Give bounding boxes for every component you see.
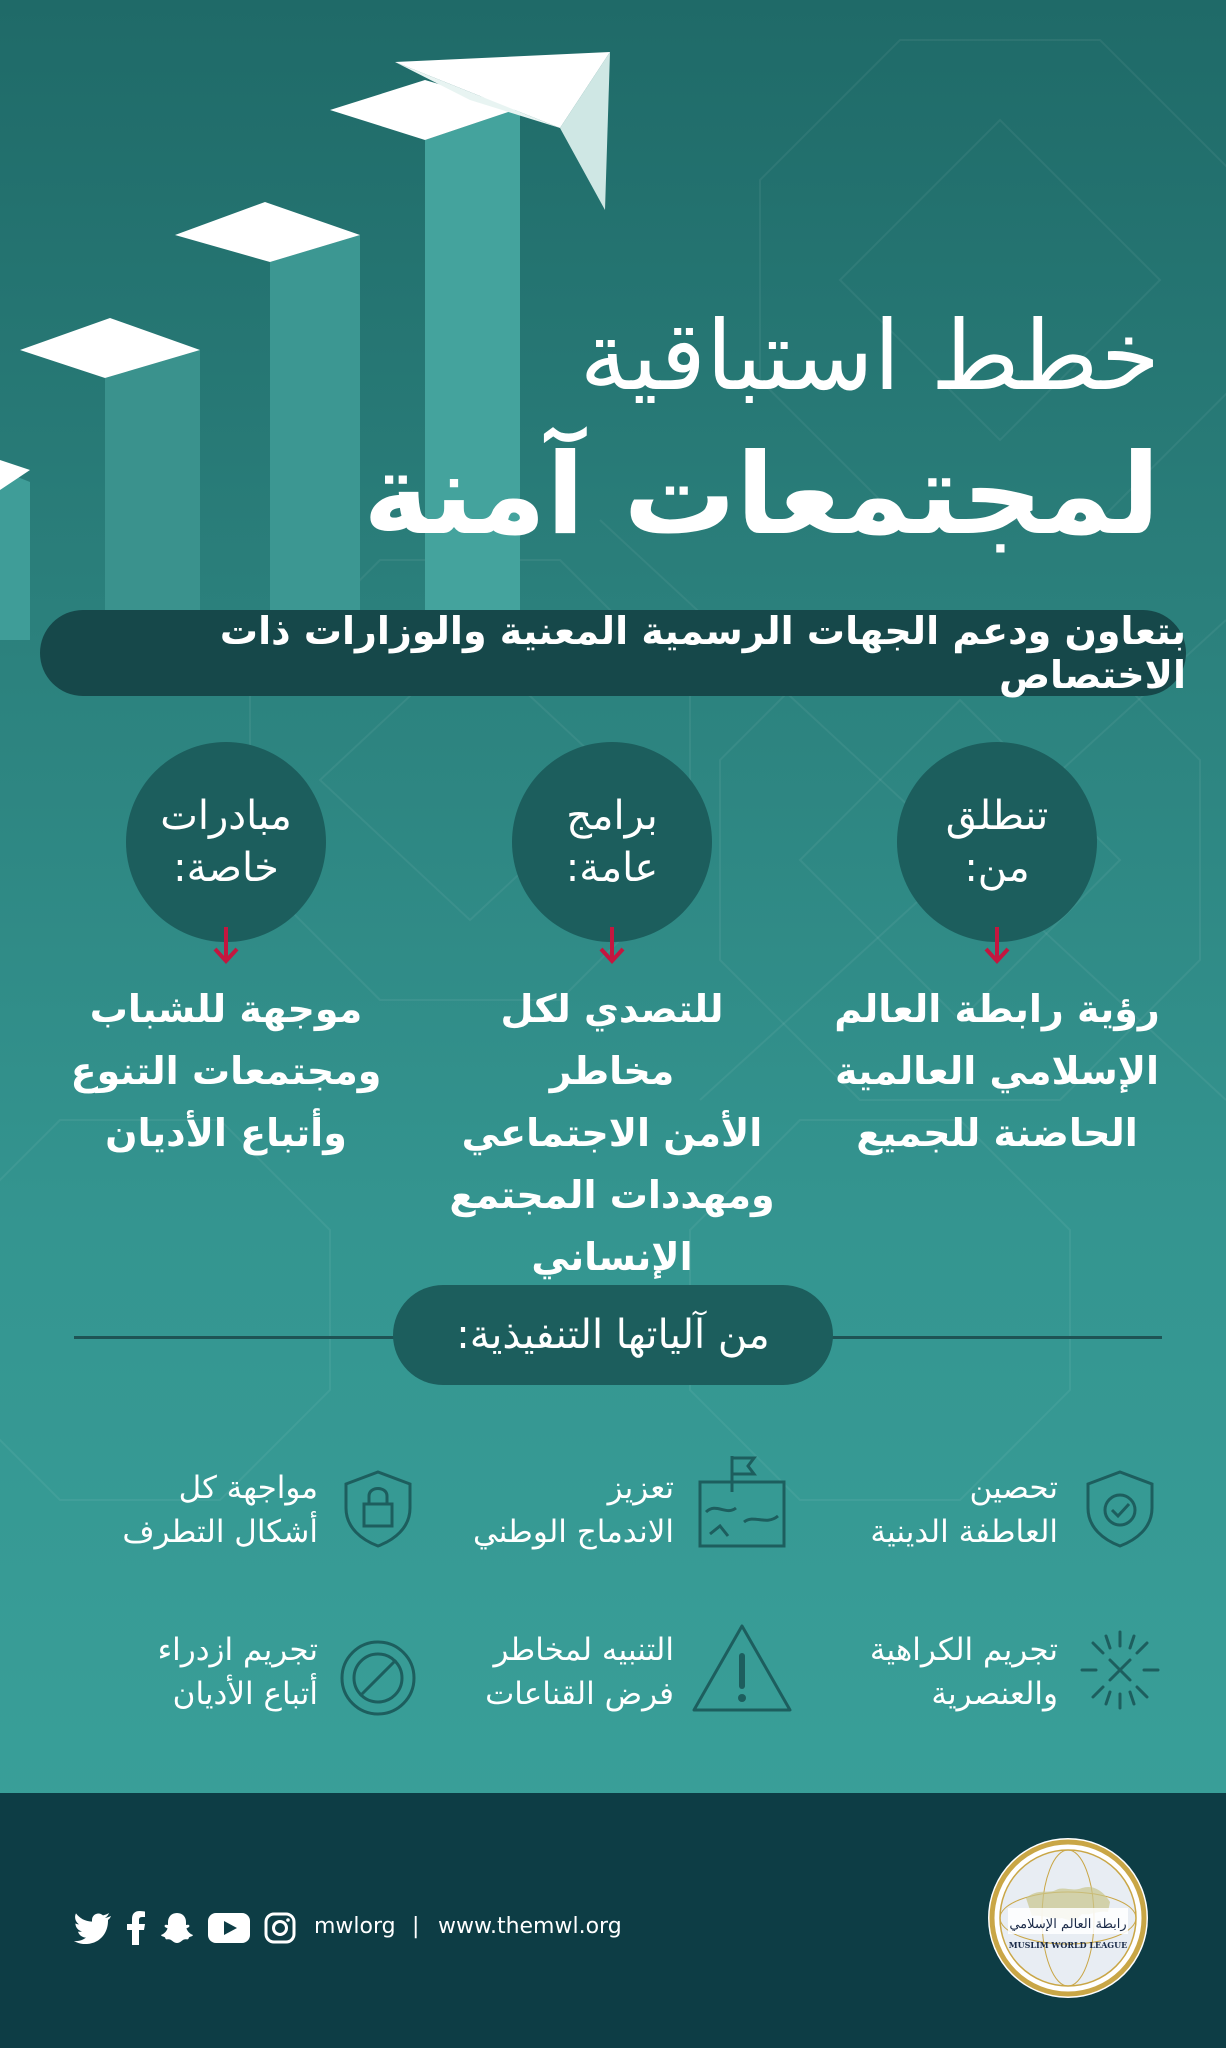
title-line-1: خطط استباقية (579, 300, 1160, 412)
mechanism-confront-extremism: مواجهة كل أشكال التطرف (122, 1470, 318, 1550)
mechanism-national-integration: تعزيز الاندماج الوطني (472, 1470, 674, 1550)
mechanism-warn-imposing-beliefs: التنبيه لمخاطر فرض القناعات (485, 1632, 674, 1712)
arrow-down-icon (982, 925, 1012, 965)
column-circle-programs: برامج عامة: (512, 742, 712, 942)
flag-map-icon (692, 1452, 792, 1552)
column-text-initiatives: موجهة للشباب ومجتمعات التنوع وأتباع الأديان (70, 987, 382, 1155)
arrow-down-icon (597, 925, 627, 965)
website-link[interactable]: www.themwl.org (438, 1914, 622, 1939)
muslim-world-league-logo (986, 1836, 1150, 2000)
mechanisms-heading-text: من آلياتها التنفيذية: (456, 1312, 770, 1358)
facebook-icon[interactable] (126, 1911, 146, 1945)
logo-english-text: MUSLIM WORLD LEAGUE (1008, 1940, 1128, 1950)
twitter-icon[interactable] (74, 1912, 112, 1944)
column-text-programs: للتصدي لكل مخاطر الأمن الاجتماعي ومهددات المجتمع الإنساني (449, 987, 775, 1279)
column-circle-initiatives: مبادرات خاصة: (126, 742, 326, 942)
mechanisms-heading (393, 1285, 833, 1385)
social-handle[interactable]: mwlorg (314, 1914, 396, 1939)
section-divider-right (822, 1336, 1162, 1339)
youtube-icon[interactable] (208, 1913, 250, 1943)
snapchat-icon[interactable] (160, 1911, 194, 1945)
logo-arabic-text: رابطة العالم الإسلامي (1009, 1917, 1127, 1932)
title-line-2: لمجتمعات آمنة (363, 430, 1160, 560)
social-icons (74, 1910, 296, 1946)
warning-triangle-icon (690, 1620, 794, 1716)
arrow-down-icon (211, 925, 241, 965)
column-text-start: رؤية رابطة العالم الإسلامي العالمية الحاضنة للجميع (834, 987, 1160, 1155)
subtitle-text: بتعاون ودعم الجهات الرسمية المعنية والوزارات ذات الاختصاص (219, 609, 1186, 697)
mechanism-criminalize-contempt: تجريم ازدراء أتباع الأديان (157, 1632, 318, 1712)
section-divider-left (74, 1336, 404, 1339)
footer-separator: | (412, 1914, 420, 1939)
mechanism-religious-emotion: تحصين العاطفة الدينية (870, 1470, 1058, 1550)
subtitle-banner (40, 610, 1186, 696)
shield-lock-icon (336, 1466, 420, 1550)
instagram-icon[interactable] (264, 1912, 296, 1944)
column-circle-start: تنطلق من: (897, 742, 1097, 942)
prohibited-icon (336, 1636, 420, 1720)
mechanism-criminalize-hatred: تجريم الكراهية والعنصرية (869, 1632, 1058, 1712)
shield-check-icon (1078, 1466, 1162, 1550)
burst-x-icon (1078, 1628, 1162, 1712)
